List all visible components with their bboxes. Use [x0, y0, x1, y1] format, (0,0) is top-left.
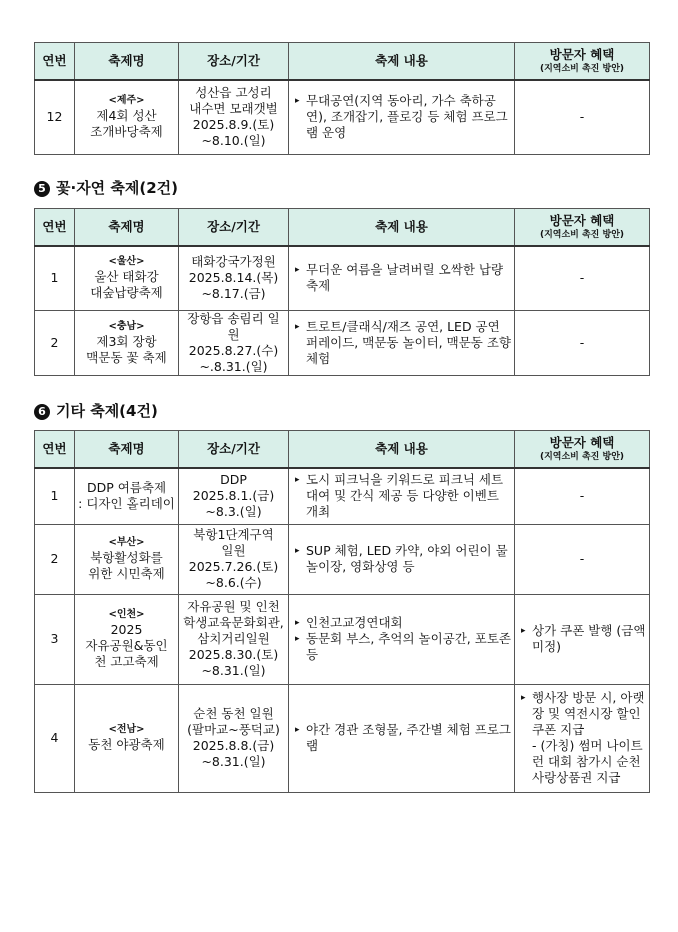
content-item: ▸ 도시 피크닉을 키워드로 피크닉 세트 대여 및 간식 제공 등 다양한 이벤트 개최	[292, 472, 511, 520]
section-title-5: 꽃·자연 축제(2건)	[56, 179, 179, 197]
festival-table-2	[34, 208, 650, 376]
row-region: <제주>	[108, 95, 145, 107]
row-benefit: -	[515, 310, 650, 375]
header-no: 연번	[35, 43, 75, 81]
header-benefit-sub: (지역소비 촉진 방안)	[539, 64, 625, 74]
header-no: 연번	[35, 431, 75, 469]
benefit-item: ▸ 상가 쿠폰 발행 (금액 미정)	[518, 623, 646, 655]
section-heading-5	[34, 177, 178, 198]
header-content: 축제 내용	[289, 431, 515, 469]
header-benefit-main: 방문자 혜택	[549, 435, 615, 450]
row-benefit	[515, 684, 650, 792]
table-row	[35, 80, 650, 154]
header-place: 장소/기간	[179, 209, 289, 247]
row-festival-name: 제3회 장항 맥문동 꽃 축제	[86, 333, 167, 365]
row-name	[75, 468, 179, 524]
row-place: 자유공원 및 인천 학생교육문화회관, 삼치거리일원 2025.8.30.(토) ~8.31.(일)	[179, 594, 289, 684]
row-no: 2	[35, 310, 75, 375]
header-place: 장소/기간	[179, 43, 289, 81]
section-heading-6	[34, 400, 158, 421]
table-row	[35, 468, 650, 524]
content-item: ▸ SUP 체험, LED 카약, 야외 어린이 물놀이장, 영화상영 등	[292, 543, 511, 575]
header-place: 장소/기간	[179, 431, 289, 469]
row-name	[75, 684, 179, 792]
table-row	[35, 684, 650, 792]
content-item: ▸ 트로트/클래식/재즈 공연, LED 공연 퍼레이드, 맥문동 놀이터, 맥문동 조향 체험	[292, 319, 511, 367]
row-place: DDP 2025.8.1.(금) ~8.3.(일)	[179, 468, 289, 524]
row-no: 3	[35, 594, 75, 684]
header-no: 연번	[35, 209, 75, 247]
header-benefit-sub: (지역소비 촉진 방안)	[539, 452, 625, 462]
row-region: <부산>	[108, 537, 145, 548]
row-festival-name: 제4회 성산 조개바당축제	[90, 108, 163, 140]
row-place: 태화강국가정원 2025.8.14.(목) ~8.17.(금)	[179, 246, 289, 310]
row-content	[289, 80, 515, 154]
row-region: <전남>	[108, 724, 145, 735]
header-benefit	[515, 209, 650, 247]
row-name	[75, 310, 179, 375]
festival-table-3	[34, 430, 650, 793]
row-benefit: -	[515, 468, 650, 524]
row-region: <인천>	[108, 609, 145, 620]
row-no: 1	[35, 246, 75, 310]
row-benefit: -	[515, 80, 650, 154]
benefit-item: ▸ 행사장 방문 시, 아랫장 및 역전시장 할인 쿠폰 지급	[518, 690, 646, 738]
row-content	[289, 684, 515, 792]
row-content	[289, 246, 515, 310]
table-header-row	[35, 43, 650, 81]
table-row	[35, 524, 650, 594]
header-content: 축제 내용	[289, 209, 515, 247]
row-no: 2	[35, 524, 75, 594]
header-benefit-main: 방문자 혜택	[549, 47, 615, 62]
row-content	[289, 524, 515, 594]
row-name	[75, 524, 179, 594]
row-content	[289, 468, 515, 524]
table-row	[35, 310, 650, 375]
row-place: 북항1단계구역 일원 2025.7.26.(토) ~8.6.(수)	[179, 524, 289, 594]
row-festival-name: DDP 여름축제 : 디자인 홀리데이	[78, 480, 175, 512]
row-benefit	[515, 594, 650, 684]
row-name	[75, 80, 179, 154]
header-name: 축제명	[75, 43, 179, 81]
row-festival-name: 울산 태화강 대숲납량축제	[90, 269, 163, 301]
row-place: 장항읍 송림리 일원 2025.8.27.(수) ~.8.31.(일)	[179, 310, 289, 375]
table-header-row	[35, 209, 650, 247]
benefit-sub-item: - (가칭) 썸머 나이트 런 대회 참가시 순천사랑상품권 지급	[532, 738, 643, 785]
festival-table-1	[34, 42, 650, 155]
content-item: ▸ 무대공연(지역 동아리, 가수 축하공연), 조개잡기, 플로깅 등 체험 프로그램 운영	[292, 93, 511, 141]
row-name	[75, 246, 179, 310]
row-benefit: -	[515, 246, 650, 310]
section-number-5: 5	[34, 181, 50, 197]
header-name: 축제명	[75, 431, 179, 469]
row-place: 성산읍 고성리 내수면 모래갯벌 2025.8.9.(토) ~8.10.(일)	[179, 80, 289, 154]
row-content	[289, 594, 515, 684]
row-place: 순천 동천 일원 (팔마교~풍덕교) 2025.8.8.(금) ~8.31.(일)	[179, 684, 289, 792]
header-benefit-sub: (지역소비 촉진 방안)	[539, 230, 625, 240]
row-festival-name: 북항활성화를 위한 시민축제	[88, 550, 165, 581]
section-title-6: 기타 축제(4건)	[56, 402, 158, 420]
header-name: 축제명	[75, 209, 179, 247]
table-header-row	[35, 431, 650, 469]
header-benefit-main: 방문자 혜택	[549, 213, 615, 228]
row-no: 12	[35, 80, 75, 154]
section-number-6: 6	[34, 404, 50, 420]
table-row	[35, 246, 650, 310]
content-item: ▸ 야간 경관 조형물, 주간별 체험 프로그램	[292, 722, 511, 754]
row-no: 4	[35, 684, 75, 792]
row-content	[289, 310, 515, 375]
header-benefit	[515, 431, 650, 469]
row-benefit: -	[515, 524, 650, 594]
row-region: <울산>	[108, 256, 145, 268]
row-festival-name: 2025 자유공원&동인 천 고고축제	[85, 622, 168, 669]
content-item: ▸ 인천고교경연대회	[292, 615, 511, 631]
row-region: <충남>	[108, 320, 145, 332]
content-item: ▸ 무더운 여름을 날려버릴 오싹한 납량축제	[292, 262, 511, 294]
content-item: ▸ 동문회 부스, 추억의 놀이공간, 포토존 등	[292, 631, 511, 663]
row-name	[75, 594, 179, 684]
header-benefit	[515, 43, 650, 81]
row-festival-name: 동천 야광축제	[88, 737, 165, 752]
row-no: 1	[35, 468, 75, 524]
table-row	[35, 594, 650, 684]
header-content: 축제 내용	[289, 43, 515, 81]
